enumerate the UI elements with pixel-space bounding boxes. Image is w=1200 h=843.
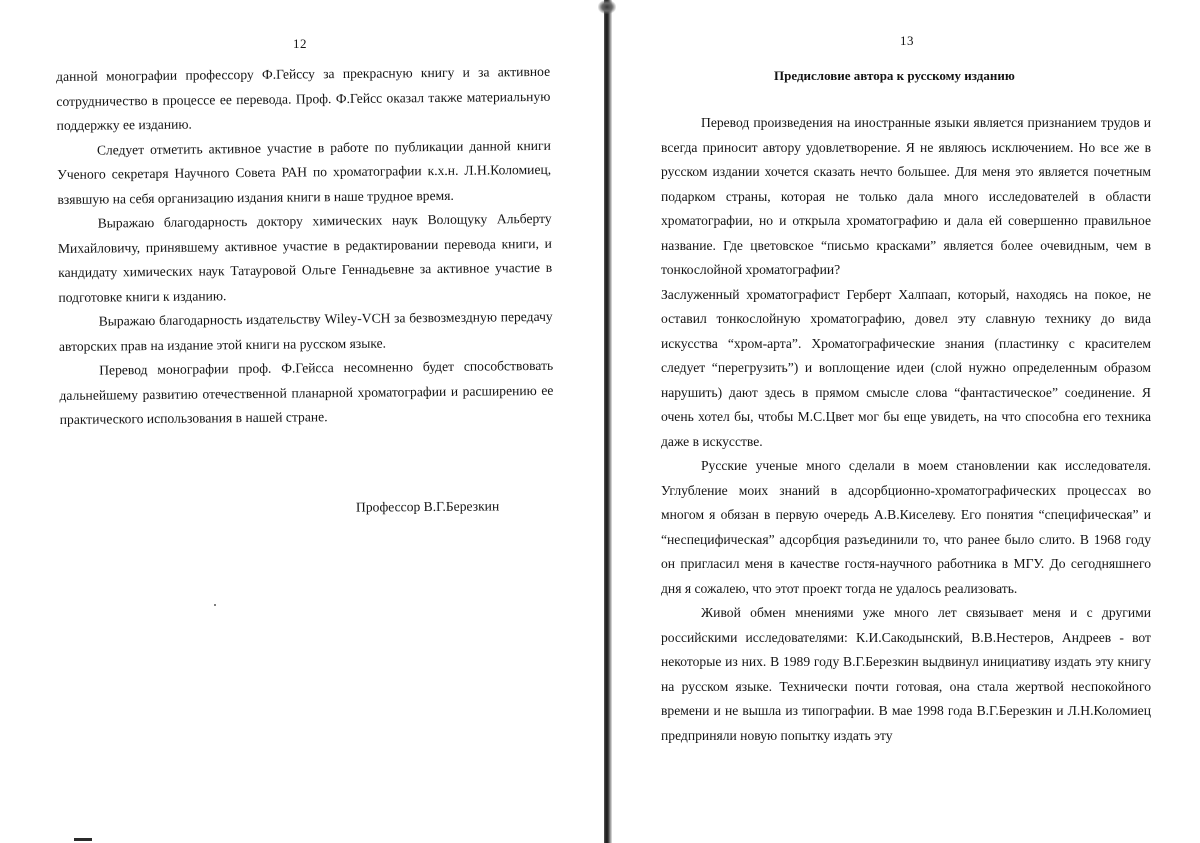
paragraph: данной монографии профессору Ф.Гейссу за прекрасную книгу и за активное сотрудничество в процессе ее перевода. Проф. Ф.Гейсс оказал также материальную поддержку ее изданию. bbox=[56, 63, 551, 133]
page-edge-mark bbox=[74, 838, 92, 841]
paragraph: Следует отметить активное участие в работе по публикации данной книги Ученого секретаря Научного Совета РАН по хроматографии к.х.н. Л.Н.Коломиец, взявшую на себя организацию издания книги в наше трудное время. bbox=[57, 137, 552, 207]
page-number-left: 12 bbox=[293, 36, 307, 51]
paragraph: Выражаю благодарность издательству Wiley-VCH за безвозмездную передачу авторских прав на издание этой книги на русском языке. bbox=[58, 308, 553, 354]
signature: Профессор В.Г.Березкин bbox=[355, 498, 500, 515]
page-number-right: 13 bbox=[900, 33, 914, 48]
left-page-text bbox=[56, 60, 554, 433]
paragraph: Выражаю благодарность доктору химических наук Волощуку Альберту Михайловичу, принявшему активное участие в редактировании перевода книги, и кандидату химических наук Татауровой Ольге Геннадьевне за активное участие в подготовке книги к изданию. bbox=[57, 210, 553, 305]
speck bbox=[214, 604, 216, 606]
paragraph: Живой обмен мнениями уже много лет связывает меня и с другими российскими исследователями: К.И.Сакодынский, В.В.Нестеров, Андреев - вот некоторые из них. В 1989 году В.Г.Березкин выдвинул инициативу издать эту книгу на русском языке. Технически почти готовая, она стала жертвой неспокойного времени и не вышла из типографии. В мае 1998 года В.Г.Березкин и Л.Н.Коломиец предприняли новую попытку издать эту bbox=[661, 605, 1151, 743]
right-page-text bbox=[661, 111, 1151, 748]
paragraph: Перевод монографии проф. Ф.Гейсса несомненно будет способствовать дальнейшему развитию отечественной планарной хроматографии и расширению ее практического использования в нашей стране. bbox=[59, 357, 554, 427]
paragraph: Перевод произведения на иностранные языки является признанием трудов и всегда приносит автору удовлетворение. Я не являюсь исключением. Но все же в русском издании хочется сказать нечто большее. Для меня это является почетным подарком страны, которая не только дала много исследователей в области хроматографии, но и открыла хроматографию и дала ей совершенно правильное название. Где цветовское “письмо красками” является более очевидным, чем в тонкослойной хроматографии? bbox=[661, 115, 1151, 277]
section-title: Предисловие автора к русскому изданию bbox=[774, 68, 1015, 83]
paragraph: Заслуженный хроматографист Герберт Халпаап, который, находясь на покое, не оставил тонкослойную хроматографию, довел эту славную технику до вида искусства “хром-арта”. Хроматографические знания (пластинку с красителем следует “перегрузить”) и воплощение идеи (слой нужно определенным образом нарушить) дают здесь в прямом смысле слова “фантастическое” соединение. Я очень хотел бы, чтобы М.С.Цвет мог бы еще увидеть, на что способна его техника даже в искусстве. bbox=[661, 286, 1151, 449]
book-gutter bbox=[604, 0, 612, 843]
right-page bbox=[614, 0, 1200, 843]
paragraph: Русские ученые много сделали в моем становлении как исследователя. Углубление моих знаний в адсорбционно-хроматографических процессах во многом я обязан в первую очередь А.В.Киселеву. Его понятия “специфическая” и “неспецифическая” адсорбция разъединили то, что ранее было слито. В 1968 году он пригласил меня в качестве гостя-научного работника в МГУ. До сегодняшнего дня я сожалею, что этот проект тогда не удалось реализовать. bbox=[661, 458, 1151, 596]
